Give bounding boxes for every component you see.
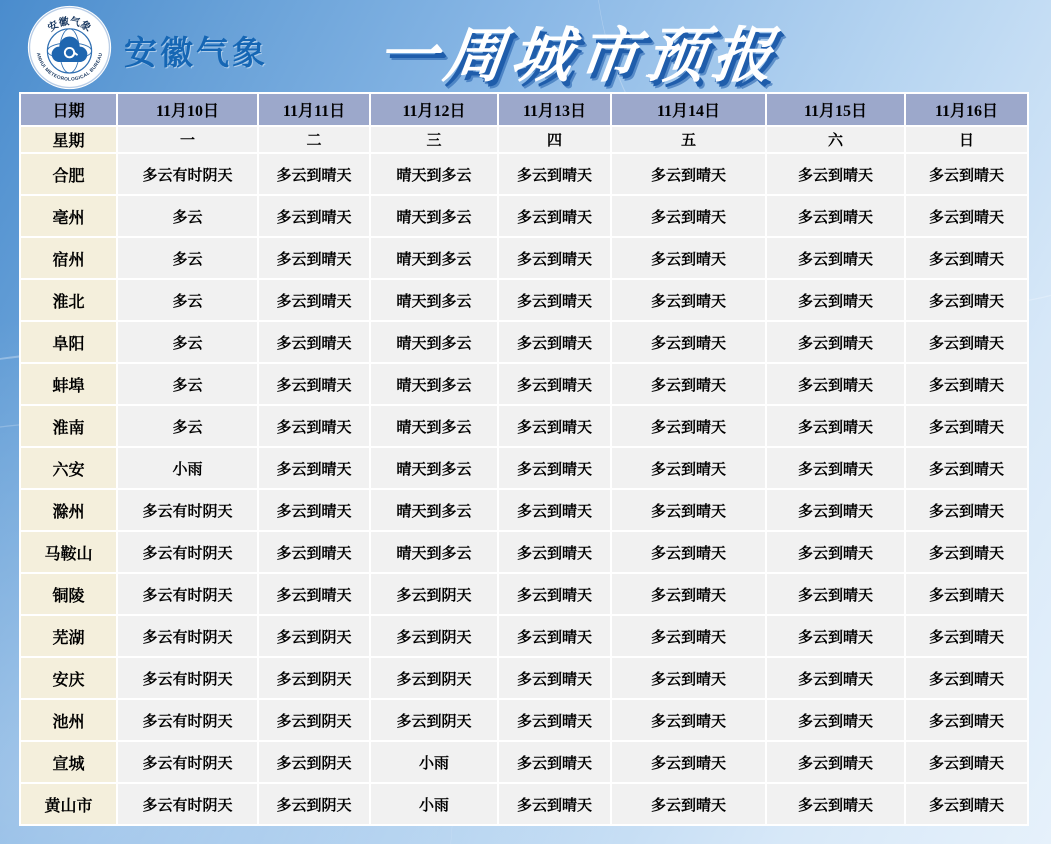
forecast-cell: 多云到晴天	[258, 237, 370, 279]
forecast-cell: 多云到阴天	[370, 657, 498, 699]
weekday-cell: 四	[498, 126, 611, 153]
forecast-cell: 多云到晴天	[905, 237, 1028, 279]
forecast-cell: 多云有时阴天	[117, 573, 258, 615]
logo-arc-bottom-text: ANHUI METEOROLOGICAL BUREAU	[34, 52, 105, 83]
date-header-cell: 11月14日	[611, 93, 766, 126]
forecast-cell: 多云到晴天	[498, 531, 611, 573]
forecast-cell: 多云到晴天	[905, 321, 1028, 363]
forecast-cell: 多云有时阴天	[117, 489, 258, 531]
forecast-cell: 多云到晴天	[905, 489, 1028, 531]
forecast-cell: 多云到晴天	[498, 615, 611, 657]
forecast-cell: 多云到阴天	[258, 657, 370, 699]
forecast-cell: 多云	[117, 237, 258, 279]
city-name-cell: 阜阳	[20, 321, 117, 363]
weekday-cell: 六	[766, 126, 905, 153]
weekday-cell: 日	[905, 126, 1028, 153]
forecast-cell: 多云到晴天	[766, 741, 905, 783]
forecast-table	[19, 92, 1029, 826]
forecast-cell: 晴天到多云	[370, 489, 498, 531]
forecast-cell: 多云有时阴天	[117, 783, 258, 825]
forecast-cell: 晴天到多云	[370, 321, 498, 363]
forecast-cell: 多云到晴天	[611, 447, 766, 489]
forecast-cell: 多云到阴天	[258, 783, 370, 825]
forecast-cell: 多云到晴天	[258, 195, 370, 237]
forecast-cell: 多云到晴天	[766, 573, 905, 615]
forecast-cell: 晴天到多云	[370, 279, 498, 321]
date-header-cell: 11月12日	[370, 93, 498, 126]
forecast-cell: 多云到晴天	[611, 279, 766, 321]
forecast-cell: 多云到晴天	[766, 279, 905, 321]
forecast-cell: 多云到晴天	[766, 153, 905, 195]
forecast-cell: 晴天到多云	[370, 363, 498, 405]
date-header-cell: 11月10日	[117, 93, 258, 126]
forecast-cell: 多云到晴天	[905, 405, 1028, 447]
forecast-cell: 多云到晴天	[766, 657, 905, 699]
city-row	[20, 741, 1028, 783]
city-name-cell: 六安	[20, 447, 117, 489]
forecast-cell: 多云到晴天	[905, 531, 1028, 573]
city-row	[20, 405, 1028, 447]
date-header-cell: 11月15日	[766, 93, 905, 126]
city-name-cell: 宣城	[20, 741, 117, 783]
forecast-cell: 多云	[117, 405, 258, 447]
forecast-cell: 多云到晴天	[258, 405, 370, 447]
date-label-cell: 日期	[20, 93, 117, 126]
forecast-cell: 晴天到多云	[370, 405, 498, 447]
city-row	[20, 657, 1028, 699]
forecast-cell: 多云到晴天	[611, 573, 766, 615]
forecast-cell: 多云有时阴天	[117, 615, 258, 657]
date-header-row	[20, 93, 1028, 126]
forecast-cell: 多云到晴天	[905, 153, 1028, 195]
forecast-cell: 多云到晴天	[498, 195, 611, 237]
forecast-cell: 多云到晴天	[611, 615, 766, 657]
forecast-cell: 多云到晴天	[611, 699, 766, 741]
city-row	[20, 783, 1028, 825]
city-row	[20, 363, 1028, 405]
forecast-cell: 多云	[117, 195, 258, 237]
forecast-cell: 多云到晴天	[766, 405, 905, 447]
forecast-cell: 多云到晴天	[498, 279, 611, 321]
weekday-cell: 二	[258, 126, 370, 153]
city-name-cell: 滁州	[20, 489, 117, 531]
forecast-cell: 小雨	[117, 447, 258, 489]
city-name-cell: 铜陵	[20, 573, 117, 615]
forecast-cell: 多云到晴天	[258, 531, 370, 573]
forecast-cell: 多云到晴天	[611, 195, 766, 237]
forecast-cell: 小雨	[370, 783, 498, 825]
forecast-cell: 多云到晴天	[498, 321, 611, 363]
forecast-cell: 多云到晴天	[498, 363, 611, 405]
city-row	[20, 699, 1028, 741]
forecast-cell: 多云有时阴天	[117, 531, 258, 573]
forecast-cell: 多云到晴天	[766, 321, 905, 363]
anhui-meteorological-bureau-logo-icon	[27, 5, 112, 90]
forecast-cell: 多云到晴天	[611, 363, 766, 405]
forecast-cell: 多云到晴天	[905, 447, 1028, 489]
forecast-cell: 多云到晴天	[611, 489, 766, 531]
weekday-cell: 三	[370, 126, 498, 153]
city-row	[20, 195, 1028, 237]
city-name-cell: 蚌埠	[20, 363, 117, 405]
forecast-cell: 晴天到多云	[370, 447, 498, 489]
forecast-cell: 多云到晴天	[766, 531, 905, 573]
forecast-cell: 多云到晴天	[905, 573, 1028, 615]
city-row	[20, 279, 1028, 321]
forecast-cell: 多云到晴天	[258, 363, 370, 405]
weekday-cell: 五	[611, 126, 766, 153]
forecast-cell: 多云到晴天	[498, 447, 611, 489]
forecast-cell: 多云到晴天	[905, 363, 1028, 405]
city-name-cell: 亳州	[20, 195, 117, 237]
date-header-cell: 11月13日	[498, 93, 611, 126]
city-name-cell: 马鞍山	[20, 531, 117, 573]
city-row	[20, 447, 1028, 489]
forecast-cell: 多云	[117, 279, 258, 321]
city-row	[20, 615, 1028, 657]
forecast-cell: 多云到晴天	[905, 195, 1028, 237]
forecast-cell: 多云	[117, 321, 258, 363]
forecast-cell: 多云到晴天	[258, 321, 370, 363]
forecast-cell: 多云到晴天	[258, 489, 370, 531]
forecast-cell: 多云到晴天	[905, 615, 1028, 657]
forecast-cell: 多云到晴天	[498, 153, 611, 195]
forecast-cell: 晴天到多云	[370, 531, 498, 573]
city-name-cell: 淮北	[20, 279, 117, 321]
forecast-cell: 多云到阴天	[370, 699, 498, 741]
forecast-cell: 多云到晴天	[498, 741, 611, 783]
forecast-cell: 多云到晴天	[611, 657, 766, 699]
city-name-cell: 安庆	[20, 657, 117, 699]
forecast-cell: 多云到晴天	[498, 237, 611, 279]
week-label-cell: 星期	[20, 126, 117, 153]
forecast-cell: 多云到晴天	[766, 783, 905, 825]
forecast-cell: 多云到晴天	[258, 573, 370, 615]
forecast-cell: 多云有时阴天	[117, 657, 258, 699]
forecast-cell: 多云到晴天	[498, 573, 611, 615]
city-row	[20, 573, 1028, 615]
forecast-cell: 多云到阴天	[370, 573, 498, 615]
forecast-cell: 多云到晴天	[611, 153, 766, 195]
forecast-cell: 多云到晴天	[766, 237, 905, 279]
forecast-cell: 晴天到多云	[370, 153, 498, 195]
forecast-cell: 多云	[117, 363, 258, 405]
forecast-cell: 晴天到多云	[370, 195, 498, 237]
forecast-cell: 多云到晴天	[611, 783, 766, 825]
forecast-cell: 多云到晴天	[766, 195, 905, 237]
city-name-cell: 淮南	[20, 405, 117, 447]
forecast-cell: 多云到晴天	[611, 531, 766, 573]
city-row	[20, 531, 1028, 573]
forecast-cell: 晴天到多云	[370, 237, 498, 279]
forecast-cell: 多云到晴天	[766, 615, 905, 657]
forecast-cell: 多云到阴天	[370, 615, 498, 657]
forecast-cell: 多云到晴天	[766, 447, 905, 489]
city-row	[20, 237, 1028, 279]
logo-arc-top-text: 安徽气象	[46, 16, 93, 35]
city-row	[20, 489, 1028, 531]
forecast-cell: 多云到晴天	[611, 321, 766, 363]
forecast-cell: 小雨	[370, 741, 498, 783]
forecast-cell: 多云到晴天	[498, 699, 611, 741]
forecast-cell: 多云到晴天	[611, 741, 766, 783]
forecast-cell: 多云有时阴天	[117, 741, 258, 783]
weekday-cell: 一	[117, 126, 258, 153]
forecast-cell: 多云到晴天	[905, 279, 1028, 321]
city-row	[20, 153, 1028, 195]
forecast-cell: 多云到晴天	[905, 741, 1028, 783]
forecast-cell: 多云到晴天	[258, 153, 370, 195]
forecast-cell: 多云到晴天	[905, 783, 1028, 825]
forecast-cell: 多云到阴天	[258, 741, 370, 783]
city-name-cell: 合肥	[20, 153, 117, 195]
city-name-cell: 芜湖	[20, 615, 117, 657]
forecast-cell: 多云到晴天	[498, 783, 611, 825]
date-header-cell: 11月11日	[258, 93, 370, 126]
page-title: 一周城市预报	[373, 23, 784, 89]
forecast-cell: 多云有时阴天	[117, 153, 258, 195]
forecast-cell: 多云到晴天	[611, 405, 766, 447]
forecast-cell: 多云到晴天	[258, 279, 370, 321]
city-row	[20, 321, 1028, 363]
forecast-cell: 多云到晴天	[611, 237, 766, 279]
city-name-cell: 黄山市	[20, 783, 117, 825]
week-row	[20, 126, 1028, 153]
date-header-cell: 11月16日	[905, 93, 1028, 126]
forecast-cell: 多云到晴天	[905, 699, 1028, 741]
city-name-cell: 池州	[20, 699, 117, 741]
forecast-cell: 多云到阴天	[258, 699, 370, 741]
forecast-cell: 多云到晴天	[766, 489, 905, 531]
brand-name: 安徽气象	[124, 34, 268, 71]
forecast-cell: 多云到晴天	[498, 405, 611, 447]
forecast-cell: 多云到晴天	[766, 699, 905, 741]
forecast-cell: 多云到晴天	[498, 657, 611, 699]
forecast-cell: 多云有时阴天	[117, 699, 258, 741]
forecast-cell: 多云到阴天	[258, 615, 370, 657]
forecast-cell: 多云到晴天	[498, 489, 611, 531]
forecast-cell: 多云到晴天	[766, 363, 905, 405]
forecast-cell: 多云到晴天	[258, 447, 370, 489]
forecast-cell: 多云到晴天	[905, 657, 1028, 699]
city-name-cell: 宿州	[20, 237, 117, 279]
